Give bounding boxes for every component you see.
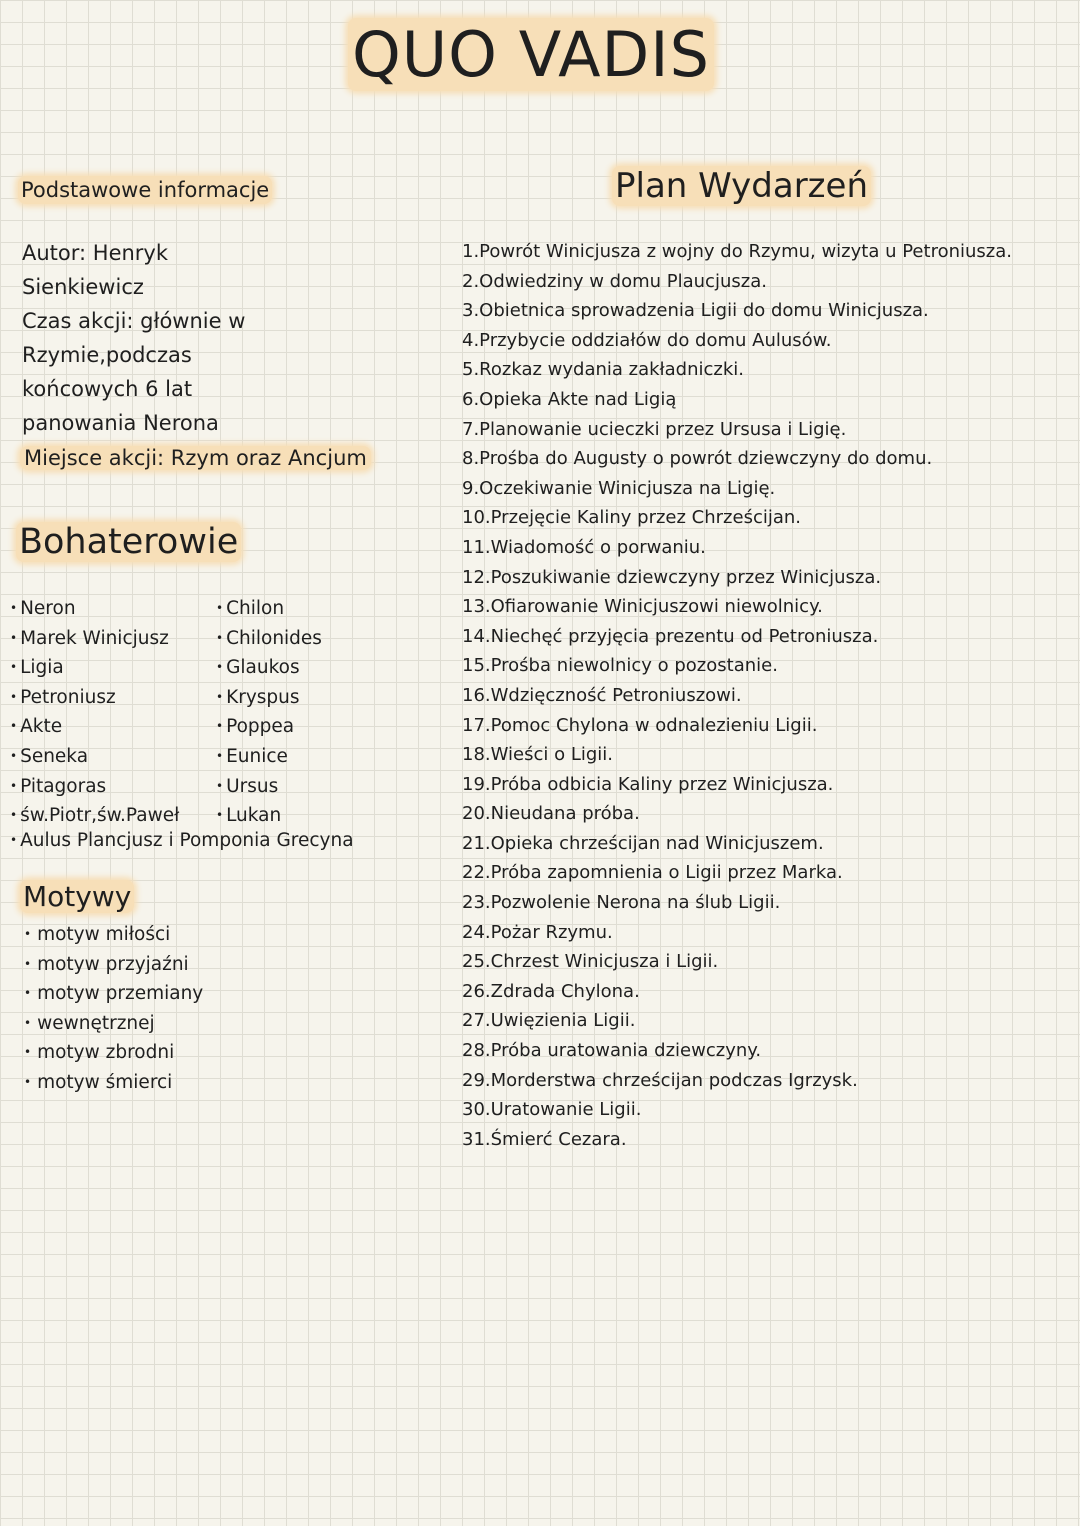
motives-list: [24, 920, 203, 1098]
list-item: • motyw śmierci: [24, 1068, 203, 1098]
plan-heading: Plan Wydarzeń: [612, 166, 871, 206]
list-item: 19.Próba odbicia Kaliny przez Winicjusza.: [462, 773, 834, 795]
info-line: Autor: Henryk: [22, 241, 169, 265]
list-item: • Seneka: [10, 742, 179, 772]
list-item: 12.Poszukiwanie dziewczyny przez Winicjusza.: [462, 566, 882, 588]
list-item: • Chilon: [216, 594, 322, 624]
list-item: 3.Obietnica sprowadzenia Ligii do domu Winicjusza.: [462, 300, 929, 322]
list-item: • Kryspus: [216, 683, 322, 713]
list-item: • motyw przyjaźni: [24, 950, 203, 980]
list-item: • motyw miłości: [24, 920, 203, 950]
heroes-list-right: [216, 594, 322, 831]
list-item: 10.Przejęcie Kaliny przez Chrześcijan.: [462, 507, 802, 529]
list-item: • wewnętrznej: [24, 1009, 203, 1039]
list-item: • motyw przemiany: [24, 979, 203, 1009]
list-item: • motyw zbrodni: [24, 1038, 203, 1068]
list-item: 21.Opieka chrześcijan nad Winicjuszem.: [462, 832, 824, 854]
list-item: 11.Wiadomość o porwaniu.: [462, 536, 706, 558]
list-item: • św.Piotr,św.Paweł: [10, 801, 179, 831]
list-item: • Eunice: [216, 742, 322, 772]
list-item: 24.Pożar Rzymu.: [462, 921, 613, 943]
list-item: 26.Zdrada Chylona.: [462, 980, 640, 1002]
place-of-action: Miejsce akcji: Rzym oraz Ancjum: [20, 446, 371, 470]
list-item: • Poppea: [216, 712, 322, 742]
list-item: 9.Oczekiwanie Winicjusza na Ligię.: [462, 477, 776, 499]
list-item: 8.Prośba do Augusty o powrót dziewczyny do domu.: [462, 448, 933, 470]
list-item: 5.Rozkaz wydania zakładniczki.: [462, 359, 745, 381]
heroes-heading: Bohaterowie: [16, 522, 241, 562]
list-item: • Glaukos: [216, 653, 322, 683]
heroes-list-left: [10, 594, 179, 831]
list-item: • Petroniusz: [10, 683, 179, 713]
list-item: • Neron: [10, 594, 179, 624]
list-item: 16.Wdzięczność Petroniuszowi.: [462, 684, 742, 706]
list-item: • Marek Winicjusz: [10, 624, 179, 654]
motives-heading: Motywy: [20, 880, 134, 913]
list-item: 30.Uratowanie Ligii.: [462, 1099, 642, 1121]
list-item: 2.Odwiedziny w domu Plaucjusza.: [462, 270, 767, 292]
list-item: 7.Planowanie ucieczki przez Ursusa i Ligię.: [462, 418, 847, 440]
info-line: Czas akcji: głównie w: [22, 309, 246, 333]
list-item: 29.Morderstwa chrześcijan podczas Igrzysk.: [462, 1069, 858, 1091]
list-item: 17.Pomoc Chylona w odnalezieniu Ligii.: [462, 714, 818, 736]
list-item: 20.Nieudana próba.: [462, 803, 640, 825]
list-item: 25.Chrzest Winicjusza i Ligii.: [462, 951, 719, 973]
page-title: QUO VADIS: [348, 18, 714, 91]
list-item: 15.Prośba niewolnicy o pozostanie.: [462, 655, 778, 677]
list-item: • Ligia: [10, 653, 179, 683]
info-line: Sienkiewicz: [22, 275, 144, 299]
info-line: końcowych 6 lat: [22, 377, 193, 401]
list-item: 28.Próba uratowania dziewczyny.: [462, 1040, 762, 1062]
list-item: 14.Niechęć przyjęcia prezentu od Petroniusza.: [462, 625, 879, 647]
list-item: 22.Próba zapomnienia o Ligii przez Marka.: [462, 862, 843, 884]
list-item: 13.Ofiarowanie Winicjuszowi niewolnicy.: [462, 596, 823, 618]
list-item: 27.Uwięzienia Ligii.: [462, 1010, 636, 1032]
info-line: Rzymie,podczas: [22, 343, 192, 367]
list-item: 1.Powrót Winicjusza z wojny do Rzymu, wizyta u Petroniusza.: [462, 241, 1012, 262]
list-item: 6.Opieka Akte nad Ligią: [462, 388, 677, 410]
list-item: • Pitagoras: [10, 772, 179, 802]
list-item: • Lukan: [216, 801, 322, 831]
list-item: • Ursus: [216, 772, 322, 802]
list-item: 18.Wieści o Ligii.: [462, 744, 614, 766]
heroes-wide-item: • Aulus Plancjusz i Pomponia Grecyna: [10, 830, 354, 851]
list-item: 31.Śmierć Cezara.: [462, 1128, 627, 1150]
list-item: • Chilonides: [216, 624, 322, 654]
info-line: panowania Nerona: [22, 411, 219, 435]
list-item: 23.Pozwolenie Nerona na ślub Ligii.: [462, 892, 781, 914]
basic-info-block: [22, 236, 282, 440]
list-item: 4.Przybycie oddziałów do domu Aulusów.: [462, 329, 832, 351]
plan-list: [462, 237, 1012, 1154]
basic-info-heading: Podstawowe informacje: [18, 176, 272, 204]
list-item: • Akte: [10, 712, 179, 742]
